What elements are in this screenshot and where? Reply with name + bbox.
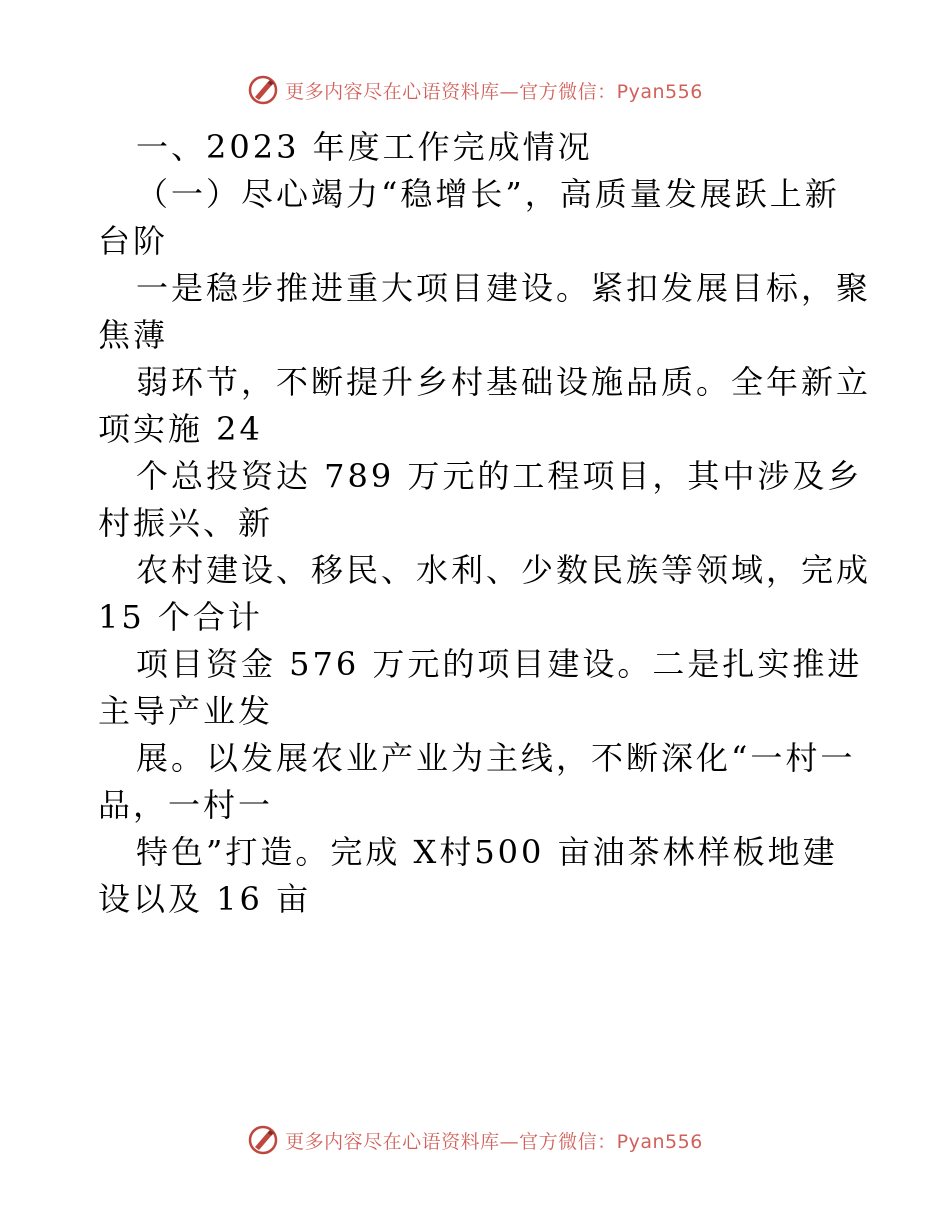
text-line: 个总投资达 789 万元的工程项目，其中涉及乡 <box>136 457 863 495</box>
text-line: 村振兴、新 <box>98 504 274 542</box>
text-line: 项目资金 576 万元的项目建设。二是扎实推进 <box>136 645 863 683</box>
text-line: 一、2023 年度工作完成情况 <box>136 128 593 166</box>
text-line: 弱环节，不断提升乡村基础设施品质。全年新立 <box>136 363 872 401</box>
text-line: 主导产业发 <box>98 692 274 730</box>
text-line: 设以及 16 亩 <box>98 880 312 918</box>
text-line: 焦薄 <box>98 316 169 354</box>
text-line: 台阶 <box>98 222 169 260</box>
pen-logo-icon <box>247 1124 279 1156</box>
text-line: （一）尽心竭力“稳增长”，高质量发展跃上新 <box>136 175 840 213</box>
text-line: 项实施 24 <box>98 410 263 448</box>
watermark-text: 更多内容尽在心语资料库—官方微信：Pyan556 <box>285 80 703 103</box>
header-watermark <box>0 70 950 110</box>
pen-logo-icon <box>247 74 279 106</box>
text-line: 品，一村一 <box>98 786 274 824</box>
text-line: 农村建设、移民、水利、少数民族等领域，完成 <box>136 551 872 589</box>
footer-watermark <box>0 1120 950 1160</box>
document-body <box>98 124 872 923</box>
text-line: 15 个合计 <box>98 598 263 636</box>
text-line: 一是稳步推进重大项目建设。紧扣发展目标，聚 <box>136 269 872 307</box>
text-line: 展。以发展农业产业为主线，不断深化“一村一 <box>136 739 856 777</box>
watermark-text: 更多内容尽在心语资料库—官方微信：Pyan556 <box>285 1130 703 1153</box>
text-line: 特色”打造。完成 X村500 亩油茶林样板地建 <box>136 833 838 871</box>
